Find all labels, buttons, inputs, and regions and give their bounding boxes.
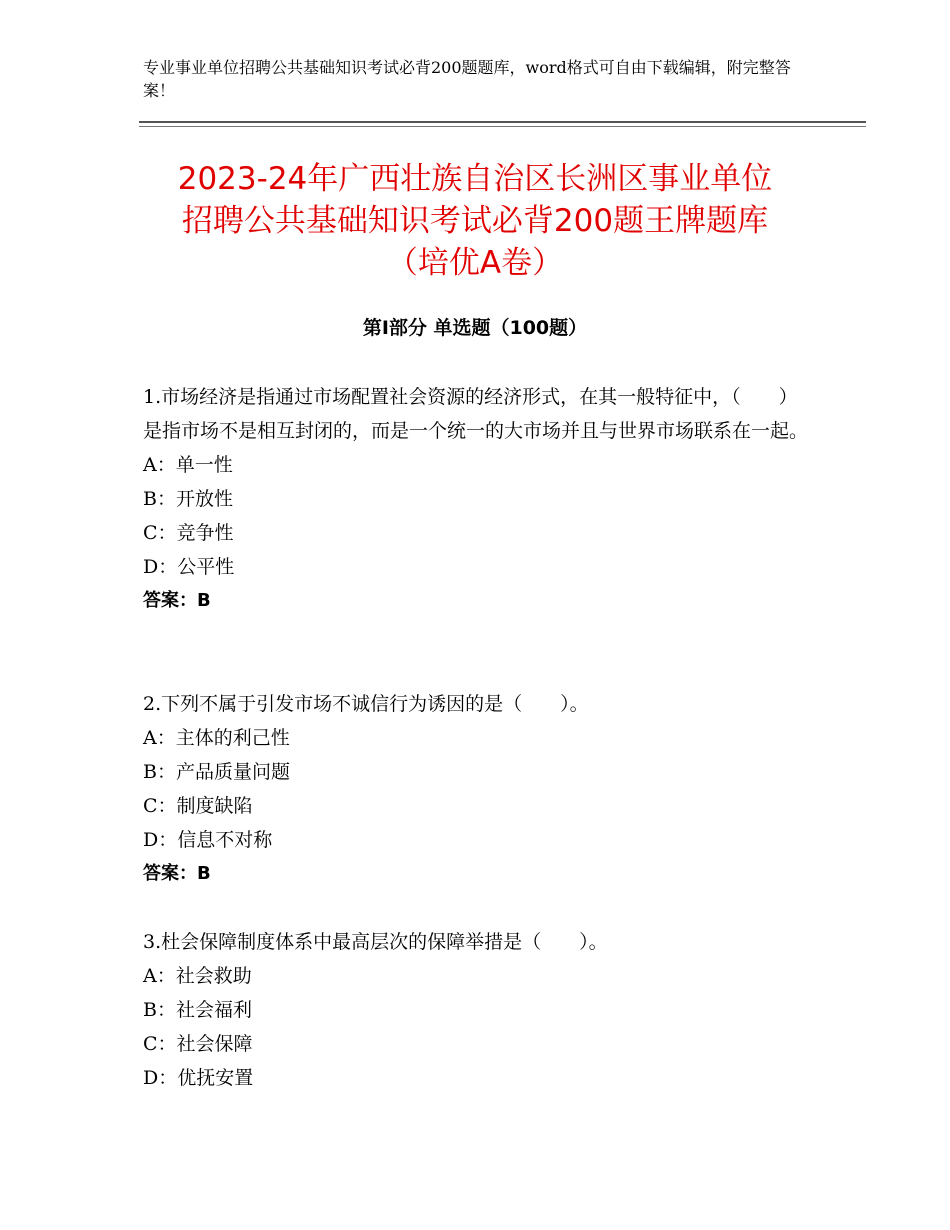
header-rule-thick — [139, 121, 866, 123]
option-d: D：公平性 — [143, 556, 235, 578]
option-c: C：竞争性 — [143, 522, 234, 544]
option-b: B：开放性 — [143, 488, 233, 510]
document-title — [120, 158, 830, 284]
option-a: A：社会救助 — [143, 965, 252, 987]
question-stem: 1.市场经济是指通过市场配置社会资源的经济形式，在其一般特征中，（ ）是指市场不是相互封闭的，而是一个统一的大市场并且与世界市场联系在一起。 — [143, 386, 809, 442]
title-line-3: （培优A卷） — [386, 245, 564, 281]
question-2 — [143, 687, 808, 891]
option-c: C：制度缺陷 — [143, 795, 253, 817]
header-note: 专业事业单位招聘公共基础知识考试必背200题题库，word格式可自由下载编辑，附完整答案！ — [143, 58, 791, 100]
option-b: B：产品质量问题 — [143, 761, 290, 783]
option-d: D：信息不对称 — [143, 829, 273, 851]
answer: 答案：B — [143, 863, 211, 884]
header-rule-thin — [139, 126, 866, 127]
question-stem: 3.杜会保障制度体系中最高层次的保障举措是（ ）。 — [143, 931, 608, 953]
option-a: A：单一性 — [143, 454, 233, 476]
question-3 — [143, 925, 808, 1095]
option-d: D：优抚安置 — [143, 1067, 254, 1089]
option-b: B：社会福利 — [143, 999, 252, 1021]
question-1 — [143, 380, 808, 618]
title-line-1: 2023-24年广西壮族自治区长洲区事业单位 — [177, 161, 773, 197]
title-line-2: 招聘公共基础知识考试必背200题王牌题库 — [181, 203, 769, 239]
answer: 答案：B — [143, 590, 211, 611]
section-heading: 第Ⅰ部分 单选题（100题） — [362, 317, 588, 339]
question-stem: 2.下列不属于引发市场不诚信行为诱因的是（ ）。 — [143, 693, 589, 715]
option-c: C：社会保障 — [143, 1033, 253, 1055]
option-a: A：主体的利己性 — [143, 727, 290, 749]
